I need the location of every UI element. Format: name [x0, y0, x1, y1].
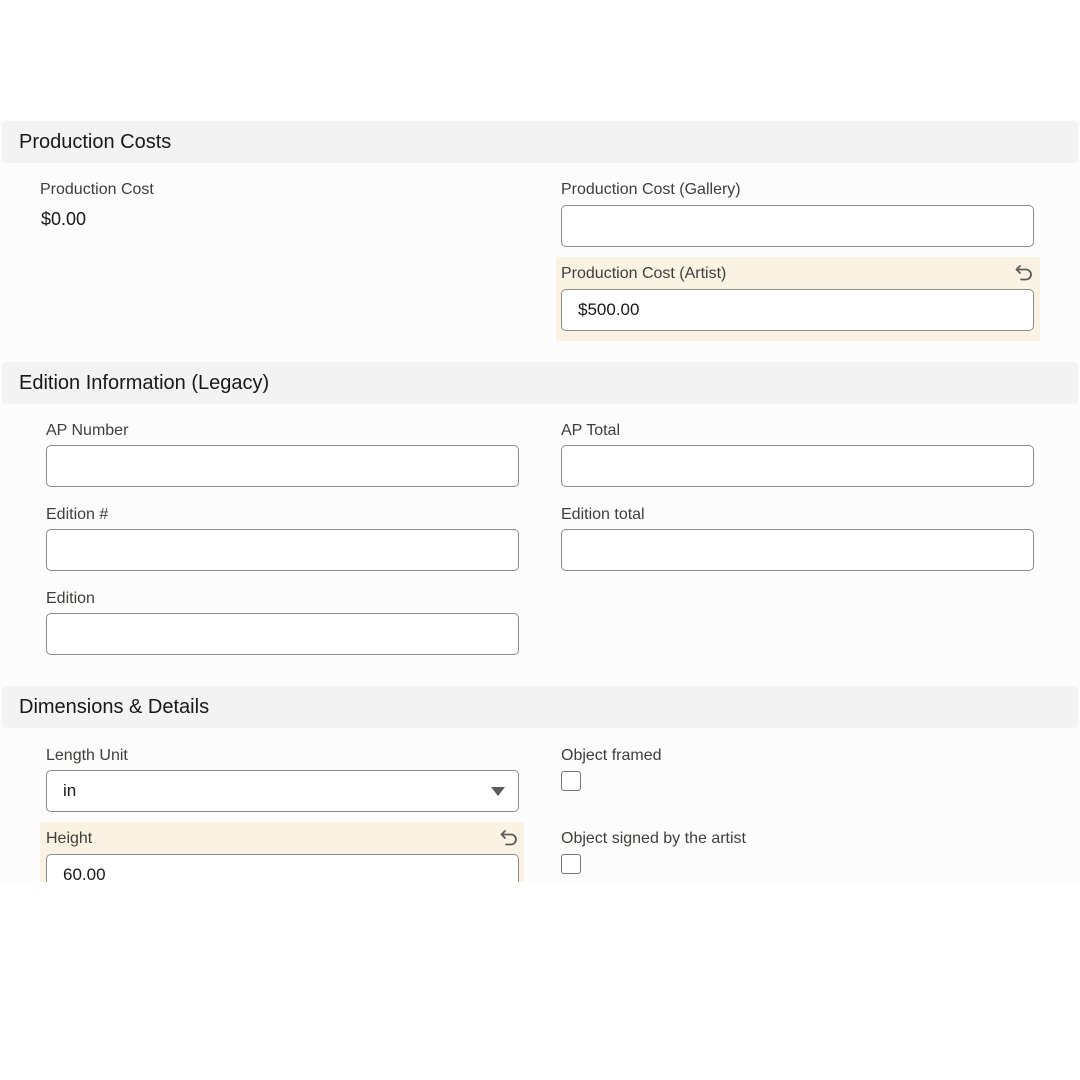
object-framed-label: Object framed: [561, 747, 662, 764]
ap-total-label: AP Total: [561, 422, 621, 439]
select-value: in: [63, 781, 77, 800]
production-cost-artist-input[interactable]: [561, 289, 1034, 331]
height-input[interactable]: [46, 854, 519, 882]
undo-icon[interactable]: [499, 827, 519, 847]
section-header-dimensions-details[interactable]: [2, 686, 1078, 728]
section-header-production-costs[interactable]: [2, 121, 1078, 163]
input-value: 60.00: [63, 865, 106, 882]
edition-number-input[interactable]: [46, 529, 519, 571]
object-signed-checkbox[interactable]: [561, 854, 581, 874]
production-cost-value: $0.00: [41, 209, 87, 229]
length-unit-label: Length Unit: [46, 747, 128, 764]
object-signed-label: Object signed by the artist: [561, 830, 746, 847]
chevron-down-icon: [491, 787, 505, 796]
length-unit-select[interactable]: [46, 770, 519, 812]
edition-total-input[interactable]: [561, 529, 1034, 571]
edition-total-label: Edition total: [561, 506, 645, 523]
ap-number-label: AP Number: [46, 422, 129, 439]
object-framed-checkbox[interactable]: [561, 771, 581, 791]
ap-total-input[interactable]: [561, 445, 1034, 487]
record-detail-panel: [0, 120, 1080, 882]
height-label: Height: [46, 830, 93, 847]
section-title: Dimensions & Details: [19, 695, 210, 718]
production-cost-artist-label: Production Cost (Artist): [561, 265, 727, 282]
edition-number-label: Edition #: [46, 506, 109, 523]
input-value: $500.00: [578, 300, 640, 319]
section-title: Edition Information (Legacy): [19, 371, 270, 394]
ap-number-input[interactable]: [46, 445, 519, 487]
edition-input[interactable]: [46, 613, 519, 655]
section-header-edition-information[interactable]: [2, 362, 1078, 404]
undo-icon[interactable]: [1014, 262, 1034, 282]
production-cost-gallery-input[interactable]: [561, 205, 1034, 247]
section-title: Production Costs: [19, 130, 172, 153]
production-cost-gallery-label: Production Cost (Gallery): [561, 181, 741, 198]
edition-label: Edition: [46, 590, 95, 607]
production-cost-label: Production Cost: [40, 181, 154, 198]
